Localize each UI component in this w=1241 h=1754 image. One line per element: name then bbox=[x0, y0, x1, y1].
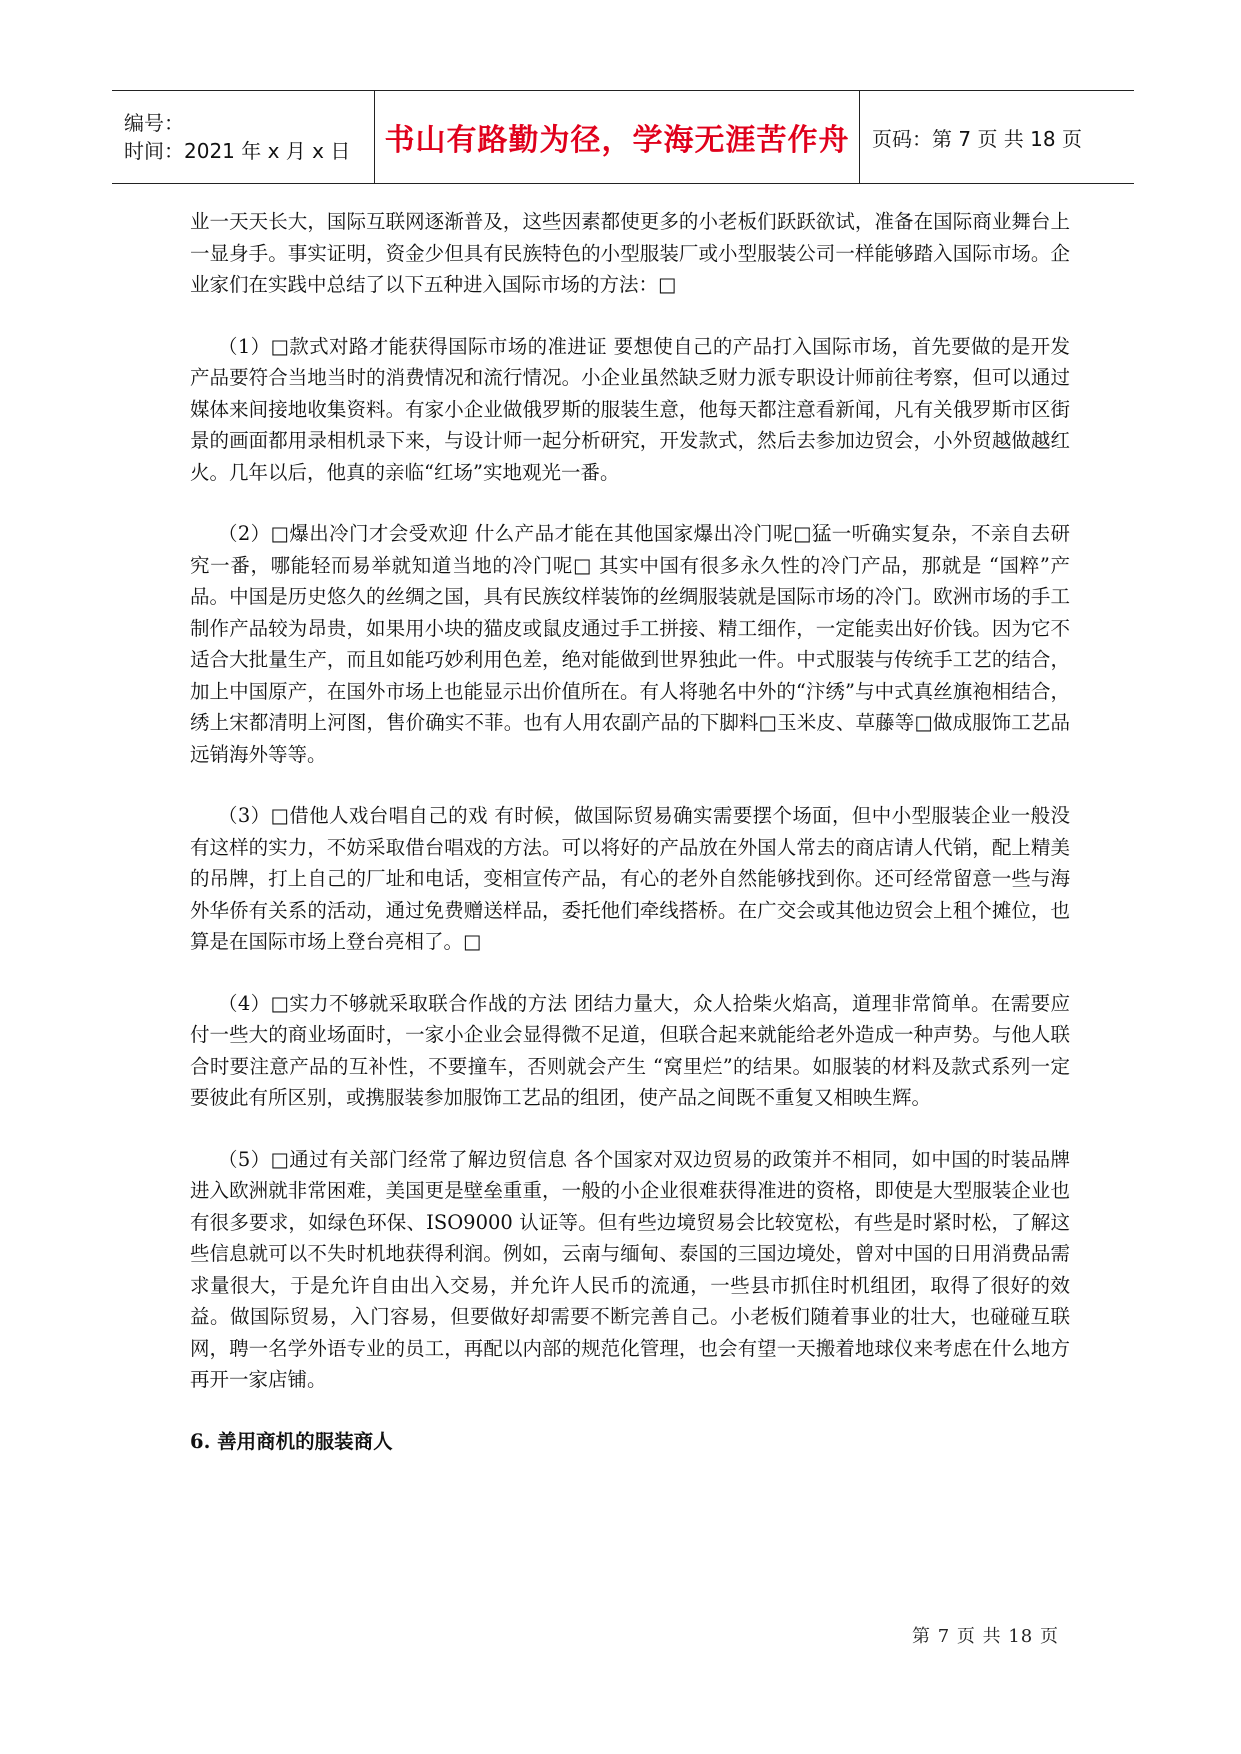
paragraph-method-3: （3）□借他人戏台唱自己的戏 有时候，做国际贸易确实需要摆个场面，但中小型服装企业一般没有这样的实力，不妨采取借台唱戏的方法。可以将好的产品放在外国人常去的商店请人代销，配上精美的吊牌，打上自己的厂址和电话，变相宣传产品，有心的老外自然能够找到你。还可经常留意一些与海外华侨有关系的活动，通过免费赠送样品，委托他们牵线搭桥。在广交会或其他边贸会上租个摊位，也算是在国际市场上登台亮相了。□ bbox=[190, 804, 1070, 953]
section-heading: 6. 善用商机的服装商人 bbox=[190, 1429, 393, 1453]
paragraph-method-5: （5）□通过有关部门经常了解边贸信息 各个国家对双边贸易的政策并不相同，如中国的时装品牌进入欧洲就非常困难，美国更是壁垒重重，一般的小企业很难获得准进的资格，即使是大型服装企业也有很多要求，如绿色环保、ISO9000 认证等。但有些边境贸易会比较宽松，有些是时紧时松，了解这些信息就可以不失时机地获得利润。例如，云南与缅甸、泰国的三国边境处，曾对中国的日用消费品需求量很大，于是允许自由出入交易，并允许人民币的流通，一些县市抓住时机组团，取得了很好的效益。做国际贸易，入门容易，但要做好却需要不断完善自己。小老板们随着事业的壮大，也碰碰互联网，聘一名学外语专业的员工，再配以内部的规范化管理，也会有望一天搬着地球仪来考虑在什么地方再开一家店铺。 bbox=[190, 1147, 1070, 1391]
paragraph-method-2: （2）□爆出冷门才会受欢迎 什么产品才能在其他国家爆出冷门呢□猛一听确实复杂，不亲自去研究一番，哪能轻而易举就知道当地的冷门呢□ 其实中国有很多永久性的冷门产品，那就是 “国粹”产品。中国是历史悠久的丝绸之国，具有民族纹样装饰的丝绸服装就是国际市场的冷门。欧洲市场的手工制作产品较为昂贵，如果用小块的猫皮或鼠皮通过手工拼接、精工细作，一定能卖出好价钱。因为它不适合大批量生产，而且如能巧妙利用色差，绝对能做到世界独此一件。中式服装与传统手工艺的结合，加上中国原产，在国外市场上也能显示出价值所在。有人将驰名中外的“汴绣”与中式真丝旗袍相结合，绣上宋都清明上河图，售价确实不菲。也有人用农副产品的下脚料□玉米皮、草藤等□做成服饰工艺品远销海外等等。 bbox=[190, 522, 1070, 766]
page-header bbox=[112, 90, 1134, 184]
paragraph-method-4: （4）□实力不够就采取联合作战的方法 团结力量大，众人拾柴火焰高，道理非常简单。在需要应付一些大的商业场面时，一家小企业会显得微不足道，但联合起来就能给老外造成一种声势。与他人联合时要注意产品的互补性，不要撞车，否则就会产生 “窝里烂”的结果。如服装的材料及款式系列一定要彼此有所区别，或携服装参加服饰工艺品的组团，使产品之间既不重复又相映生辉。 bbox=[190, 991, 1070, 1109]
document-time-label: 时间：2021 年 x 月 x 日 bbox=[124, 139, 351, 163]
document-number-label: 编号： bbox=[124, 111, 184, 135]
header-page-info: 页码：第 7 页 共 18 页 bbox=[872, 126, 1082, 151]
paragraph-intro: 业一天天长大，国际互联网逐渐普及，这些因素都使更多的小老板们跃跃欲试，准备在国际商业舞台上一显身手。事实证明，资金少但具有民族特色的小型服装厂或小型服装公司一样能够踏入国际市场。企业家们在实践中总结了以下五种进入国际市场的方法：□ bbox=[190, 210, 1070, 296]
document-body bbox=[190, 206, 1070, 1457]
paragraph-method-1: （1）□款式对路才能获得国际市场的准进证 要想使自己的产品打入国际市场，首先要做的是开发产品要符合当地当时的消费情况和流行情况。小企业虽然缺乏财力派专职设计师前往考察，但可以通过媒体来间接地收集资料。有家小企业做俄罗斯的服装生意，他每天都注意看新闻，凡有关俄罗斯市区街景的画面都用录相机录下来，与设计师一起分析研究，开发款式，然后去参加边贸会，小外贸越做越红火。几年以后，他真的亲临“红场”实地观光一番。 bbox=[190, 334, 1070, 484]
header-page-cell bbox=[860, 91, 1134, 183]
page-footer: 第 7 页 共 18 页 bbox=[912, 1626, 1059, 1647]
header-motto-cell bbox=[374, 91, 860, 183]
header-meta bbox=[112, 91, 374, 183]
header-motto: 书山有路勤为径，学海无涯苦作舟 bbox=[384, 123, 850, 158]
